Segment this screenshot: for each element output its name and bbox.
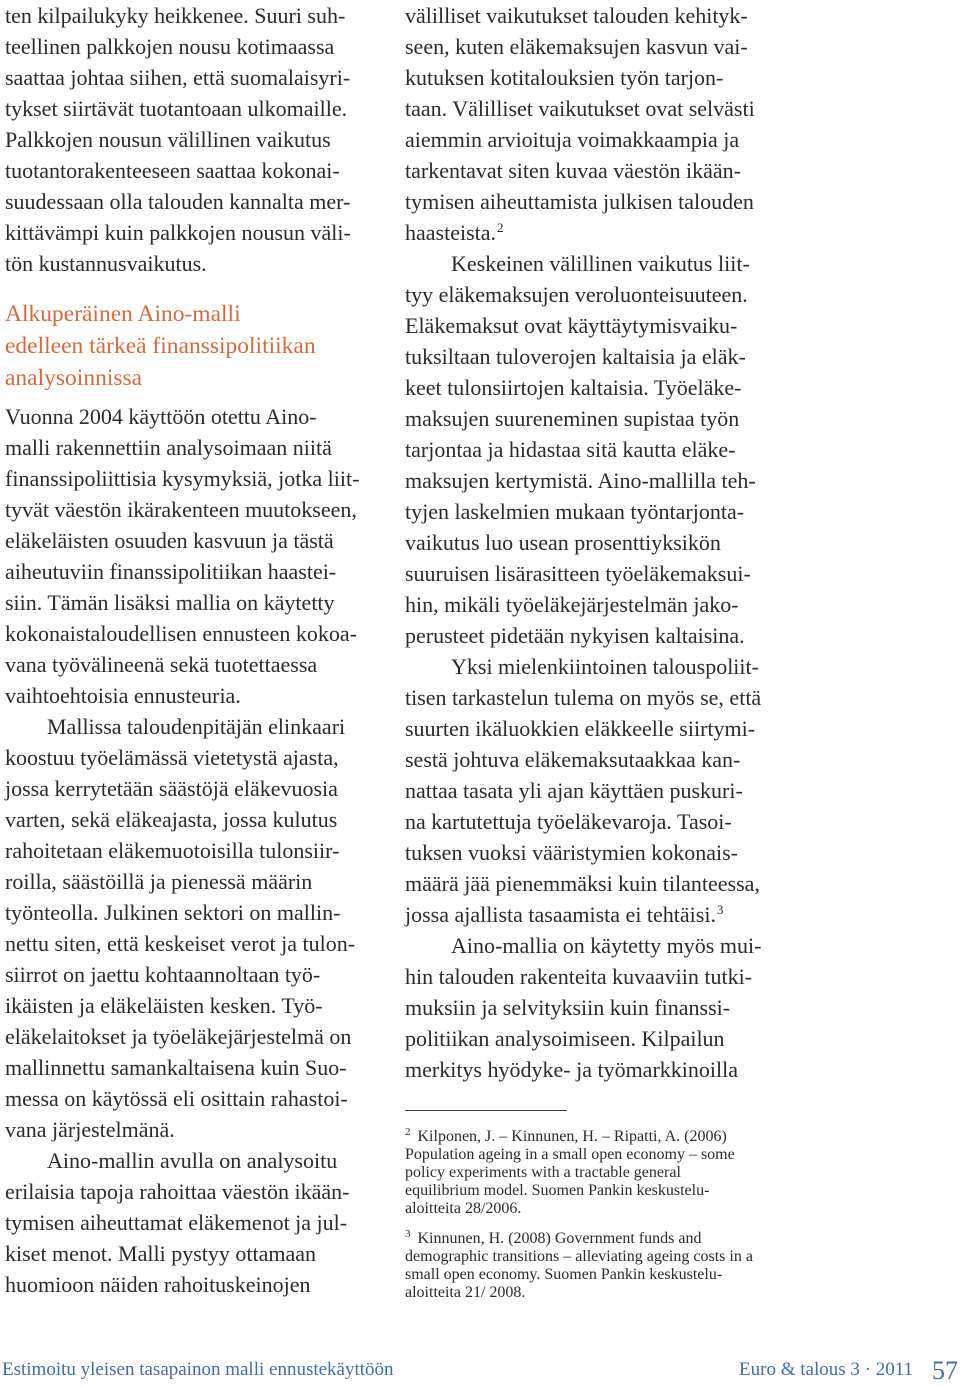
footnote-text: Kilponen, J. – Kinnunen, H. – Ripatti, A. (2006) Population ageing in a small open economy – some policy experiments with a tractable general equilibrium model. Suomen Pankin keskustelu- aloitteita 28/2006. xyxy=(405,1128,735,1217)
running-footer-title: Estimoitu yleisen tasapainon malli ennustekäyttöön xyxy=(2,1359,394,1380)
publication-issue: Euro & talous 3 · 2011 xyxy=(739,1359,913,1380)
left-column-body xyxy=(5,401,385,1300)
right-column xyxy=(405,0,785,1085)
footnote-text: Kinnunen, H. (2008) Government funds and demographic transitions – alleviating ageing costs in a small open economy. Suomen Pankin keskustelu- aloitteita 21/ 2008. xyxy=(405,1230,753,1301)
footnotes xyxy=(405,1128,785,1302)
footnote xyxy=(405,1128,785,1218)
body-paragraph: Vuonna 2004 käyttöön otettu Aino- malli rakennettiin analysoimaan niitä finanssipoliittisia kysymyksiä, jotka liit- tyvät väestön ikärakenteen muutokseen, eläkeläisten osuuden kasvuun ja tästä aiheutuviin finanssipolitiikan haastei- siin. Tämän lisäksi mallia on käytetty kokonaistaloudellisen ennusteen kokoa- vana työvälineenä sekä tuotettaessa vaihtoehtoisia ennusteuria. xyxy=(5,404,360,708)
body-paragraph xyxy=(405,651,785,930)
body-paragraph xyxy=(405,0,785,248)
footnote xyxy=(405,1230,785,1302)
section-heading: Alkuperäinen Aino-malli edelleen tärkeä finanssipolitiikan analysoinnissa xyxy=(5,301,316,391)
footnote-reference: 2 xyxy=(497,220,504,235)
body-paragraph: ten kilpailukyky heikkenee. Suuri suh- teellinen palkkojen nousu kotimaassa saattaa johtaa siihen, että suomalaisyri- tykset siirtävät tuotantoaan ulkomaille. Palkkojen nousun välillinen vaikutus tuotantorakenteeseen saattaa kokonai- suudessaan olla talouden kannalta mer- kittävämpi kuin palkkojen nousun väli- tön kustannusvaikutus. xyxy=(5,3,351,276)
footnote-marker: 2 xyxy=(405,1126,411,1138)
footnote-divider xyxy=(405,1110,567,1111)
body-paragraph: Aino-mallin avulla on analysoitu erilaisia tapoja rahoittaa väestön ikään- tymisen aiheuttamat eläkemenot ja jul- kiset menot. Malli pystyy ottamaan huomioon näiden rahoituskeinojen xyxy=(5,1148,350,1297)
page-number: 57 xyxy=(932,1356,958,1385)
paragraph-text: välilliset vaikutukset talouden kehityk- seen, kuten eläkemaksujen kasvun vai- kutuksen kotitalouksien työn tarjon- taan. Välilliset vaikutukset ovat selvästi aiemmin arvioituja voimakkaampia ja tarkentavat siten kuvaa väestön ikään- tymisen aiheuttamista julkisen talouden haasteista. xyxy=(405,3,755,245)
left-column-intro xyxy=(5,0,385,279)
body-paragraph: Aino-mallia on käytetty myös mui- hin talouden rakenteita kuvaaviin tutki- muksiin ja selvityksiin kuin finanssi- politiikan analysoimiseen. Kilpailun merkitys hyödyke- ja työmarkkinoilla xyxy=(405,933,762,1082)
body-paragraph: Keskeinen välillinen vaikutus liit- tyy eläkemaksujen veroluonteisuuteen. Eläkemaksut ovat käyttäytymisvaiku- tuksiltaan tuloverojen kaltaisia ja eläk- keet tulonsiirtojen kaltaisia. Työeläke- maksujen suureneminen supistaa työn tarjontaa ja hidastaa sitä kautta eläke- maksujen kertymistä. Aino-mallilla teh- tyjen laskelmien mukaan työntarjonta- vaikutus luo usean prosenttiyksikön suuruisen lisärasitteen työeläkemaksui- hin, mikäli työeläkejärjestelmän jako- perusteet pidetään nykyisen kaltaisina. xyxy=(405,251,756,648)
paragraph-text: Yksi mielenkiintoinen talouspoliit- tisen tarkastelun tulema on myös se, että suurten ikäluokkien eläkkeelle siirtymi- sestä johtuva eläkemaksutaakkaa kan- nattaa tasata yli ajan käyttäen puskuri- na kartutettuja työeläkevaroja. Tasoi- tuksen vuoksi vääristymien kokonais- määrä jää pienemmäksi kuin tilanteessa, jossa ajallista tasaamista ei tehtäisi. xyxy=(405,654,762,927)
footnote-reference: 3 xyxy=(716,902,724,917)
body-paragraph: Mallissa taloudenpitäjän elinkaari koostuu työelämässä vietetystä ajasta, jossa kerrytetään säästöjä eläkevuosia varten, sekä eläkeajasta, jossa kulutus rahoitetaan eläkemuotoisilla tulonsiir- roilla, säästöillä ja pienessä määrin työnteolla. Julkinen sektori on mallin- nettu siten, että keskeiset verot ja tulon- siirrot on jaettu kohtaannoltaan työ- ikäisten ja eläkeläisten kesken. Työ- eläkelaitokset ja työeläkejärjestelmä on mallinnettu samankaltaisena kuin Suo- messa on käytössä eli osittain rahastoi- vana järjestelmänä. xyxy=(5,714,356,1142)
footnote-marker: 3 xyxy=(405,1228,411,1240)
